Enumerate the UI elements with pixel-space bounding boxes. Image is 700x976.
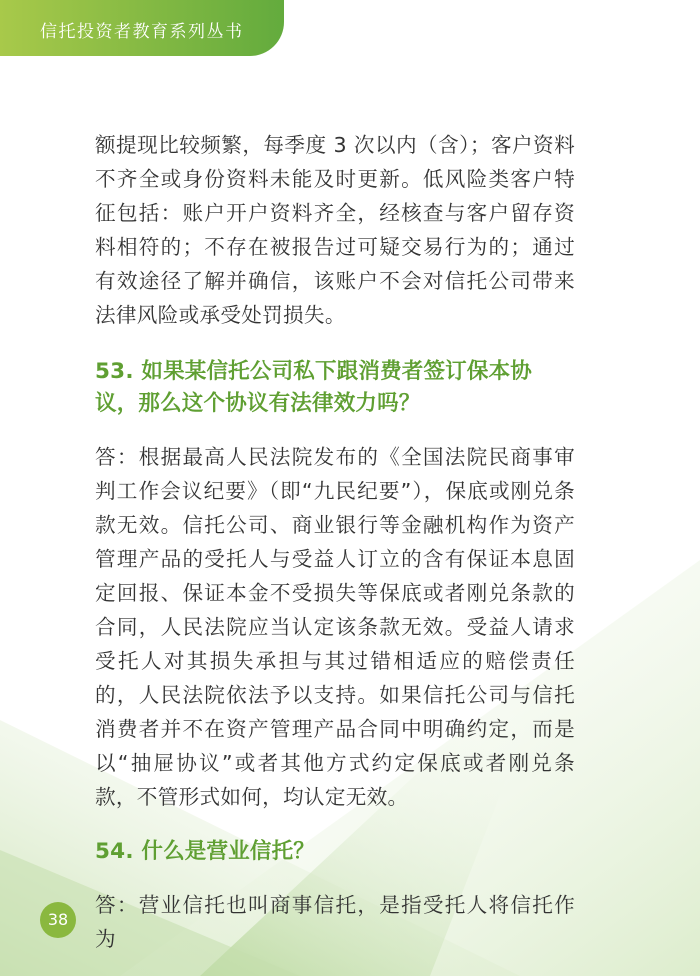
continued-paragraph: 额提现比较频繁，每季度 3 次以内（含）；客户资料不齐全或身份资料未能及时更新。低风险类客户特征包括：账户开户资料齐全，经核查与客户留存资料相符的；不存在被报告过可疑交易行为的；通过有效途径了解并确信，该账户不会对信托公司带来法律风险或承受处罚损失。 [95, 133, 575, 327]
question-53-heading: 53. 如果某信托公司私下跟消费者签订保本协议，那么这个协议有法律效力吗？ [95, 359, 532, 416]
question-53-answer: 答：根据最高人民法院发布的《全国法院民商事审判工作会议纪要》（即“九民纪要”），保底或刚兑条款无效。信托公司、商业银行等金融机构作为资产管理产品的受托人与受益人订立的含有保证本息固定回报、保证本金不受损失等保底或者刚兑条款的合同，人民法院应当认定该条款无效。受益人请求受托人对其损失承担与其过错相适应的赔偿责任的，人民法院依法予以支持。如果信托公司与信托消费者并不在资产管理产品合同中明确约定，而是以“抽屉协议”或者其他方式约定保底或者刚兑条款，不管形式如何，均认定无效。 [95, 445, 575, 809]
page-content [95, 128, 575, 956]
header-tab [0, 0, 284, 56]
question-54-heading: 54. 什么是营业信托？ [95, 839, 315, 864]
series-title: 信托投资者教育系列丛书 [40, 22, 244, 42]
question-54-answer: 答：营业信托也叫商事信托，是指受托人将信托作为 [95, 893, 575, 951]
page-number: 38 [40, 902, 76, 938]
